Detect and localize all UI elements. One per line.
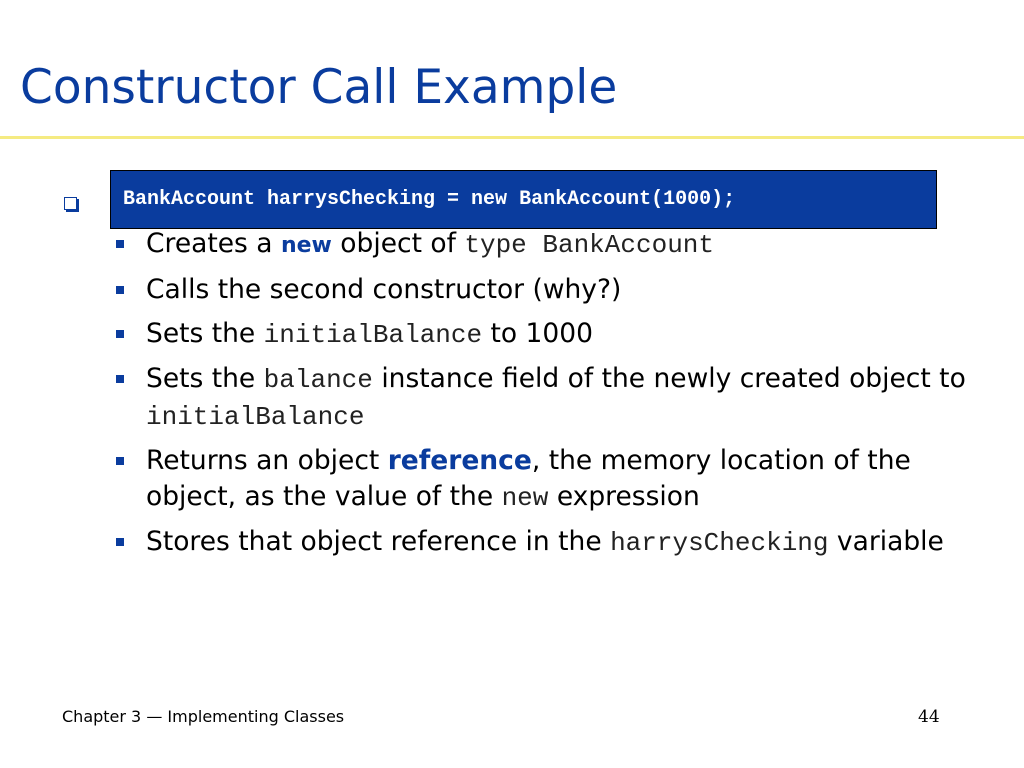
bullet-text: instance field of the newly created object to: [372, 363, 966, 394]
code-term: initialBalance: [146, 402, 365, 432]
list-item: [112, 316, 992, 353]
square-bullet-icon: [116, 286, 124, 294]
page-number: 44: [918, 707, 940, 727]
code-term: harrysChecking: [610, 528, 829, 558]
bullet-text: variable: [828, 526, 944, 557]
keyword-term: reference: [387, 445, 532, 476]
list-item: [112, 524, 992, 561]
square-bullet-icon: [116, 538, 124, 546]
bullet-text: Sets the: [146, 318, 264, 349]
list-item: [112, 443, 992, 516]
bullet-text: , the memory location of the object, as the value of the: [146, 445, 911, 512]
title-divider: [0, 136, 1024, 139]
bullet-text: object of: [331, 228, 465, 259]
code-term: initialBalance: [263, 320, 483, 350]
code-term: new: [501, 483, 549, 513]
bullet-text: expression: [548, 481, 700, 512]
list-item: [112, 226, 992, 264]
bullet-list: [112, 226, 992, 569]
code-term: type BankAccount: [464, 230, 714, 260]
footer-chapter-label: Chapter 3: [62, 707, 142, 726]
code-snippet: BankAccount harrysChecking = new BankAccount(1000);: [123, 188, 736, 211]
list-item: [112, 272, 992, 308]
slide-title: Constructor Call Example: [20, 60, 618, 115]
square-bullet-icon: [116, 457, 124, 465]
bullet-text: Returns an object: [146, 445, 388, 476]
footer-section-label: Implementing Classes: [167, 707, 345, 726]
square-bullet-icon: [116, 375, 124, 383]
footer-dash: —: [146, 707, 163, 726]
code-term: balance: [263, 365, 373, 395]
square-bullet-icon: [116, 330, 124, 338]
bullet-text: Creates a: [146, 228, 281, 259]
keyword-term: new: [280, 233, 332, 258]
code-snippet-box: [110, 170, 937, 229]
square-bullet-icon: [116, 240, 124, 248]
list-item: [112, 361, 992, 435]
footer-chapter: [62, 707, 344, 726]
bullet-text: Sets the: [146, 363, 264, 394]
checkbox-bullet-icon: [64, 197, 77, 210]
bullet-text: Calls the second constructor (why?): [146, 274, 622, 305]
bullet-text: to 1000: [482, 318, 594, 349]
bullet-text: Stores that object reference in the: [146, 526, 611, 557]
